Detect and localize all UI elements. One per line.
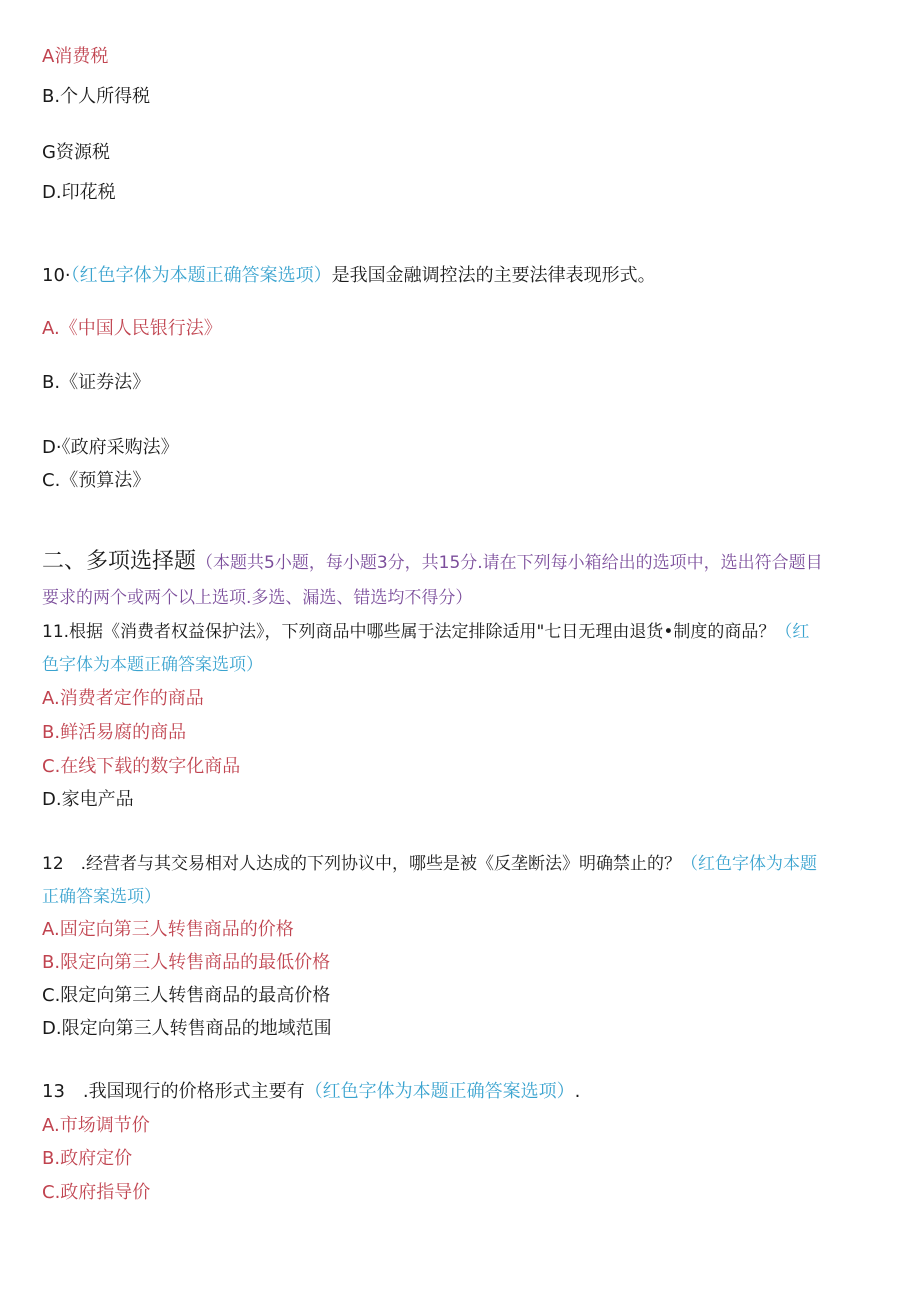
question-10-text: 是我国金融调控法的主要法律表现形式。 [331, 265, 656, 286]
question-13-option-b: B.政府定价 [42, 1148, 133, 1169]
question-11-text: 11.根据《消费者权益保护法》，下列商品中哪些属于法定排除适用"七日无理由退货•制度的商品？ [42, 622, 776, 642]
question-13-text: 13 .我国现行的价格形式主要有 [42, 1081, 305, 1102]
question-13-stem [42, 1080, 580, 1104]
question-11-option-a: A.消费者定作的商品 [42, 688, 204, 709]
prev-option-d: D.印花税 [42, 182, 116, 203]
question-10-option-a: A.《中国人民银行法》 [42, 318, 222, 339]
question-12-stem [42, 852, 817, 876]
question-10-number: 10· [42, 265, 71, 286]
prev-option-b: B.个人所得税 [42, 86, 151, 107]
question-11-option-d: D.家电产品 [42, 789, 134, 810]
question-11-hint-part1: （红 [775, 622, 810, 642]
question-12-option-b: B.限定向第三人转售商品的最低价格 [42, 952, 331, 973]
prev-option-c: G资源税 [42, 142, 110, 163]
question-13-option-a: A.市场调节价 [42, 1115, 150, 1136]
question-11-option-c: C.在线下载的数字化商品 [42, 756, 241, 777]
question-12-hint-part2: 正确答案选项） [42, 887, 161, 907]
question-13-hint: （红色字体为本题正确答案选项） [304, 1081, 575, 1102]
question-12-option-c: C.限定向第三人转售商品的最高价格 [42, 985, 331, 1006]
question-11-stem [42, 620, 809, 644]
question-11-option-b: B.鲜活易腐的商品 [42, 722, 187, 743]
question-12-option-d: D.限定向第三人转售商品的地域范围 [42, 1018, 332, 1039]
question-12-text: 12 .经营者与其交易相对人达成的下列协议中，哪些是被《反垄断法》明确禁止的？ [42, 854, 682, 874]
prev-option-a: A消费税 [42, 46, 109, 67]
section-2-desc-line1: （本题共5小题，每小题3分，共15分.请在下列每小箱给出的选项中，选出符合题目 [196, 553, 823, 573]
question-12-hint-part1: （红色字体为本题 [681, 854, 818, 874]
question-11-hint-part2: 色字体为本题正确答案选项） [42, 655, 263, 675]
question-12-option-a: A.固定向第三人转售商品的价格 [42, 919, 294, 940]
section-2-title: 二、多项选择题 [42, 549, 197, 574]
question-10-option-c: C.《预算法》 [42, 470, 151, 491]
section-2-desc-line2: 要求的两个或两个以上选项.多选、漏选、错选均不得分） [42, 588, 473, 608]
question-13-tail: . [574, 1081, 581, 1102]
question-10-option-d: D·《政府采购法》 [42, 437, 179, 458]
question-13-option-c: C.政府指导价 [42, 1182, 151, 1203]
section-2-header [42, 547, 823, 578]
question-10-stem [42, 264, 656, 288]
question-10-option-b: B.《证券法》 [42, 372, 151, 393]
question-10-hint: （红色字体为本题正确答案选项） [70, 265, 332, 286]
